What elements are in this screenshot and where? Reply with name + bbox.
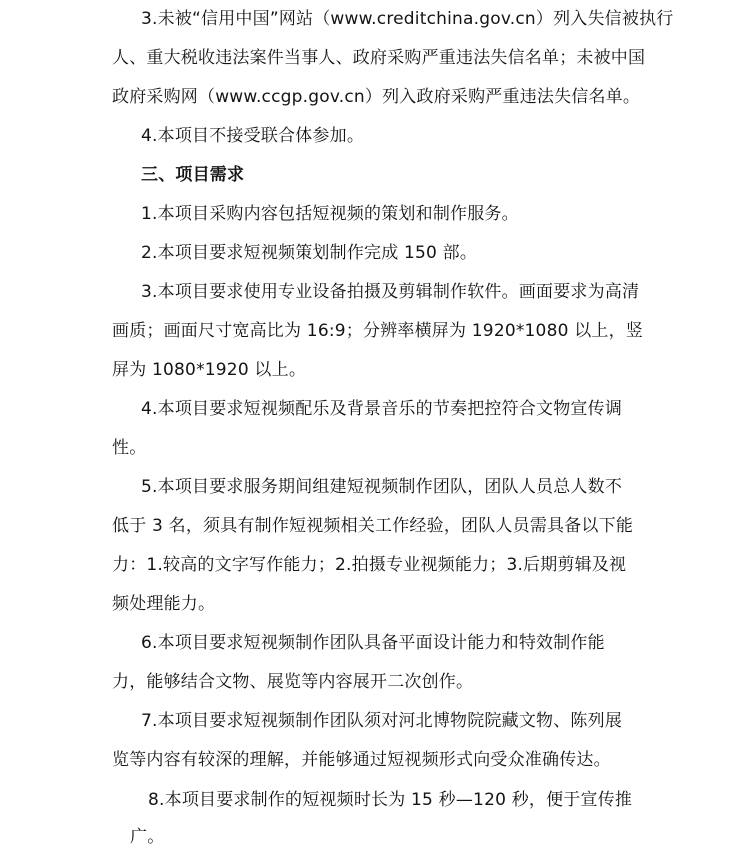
text-line: 7.本项目要求短视频制作团队须对河北博物院院藏文物、陈列展: [141, 711, 623, 731]
section-heading: 三、项目需求: [141, 165, 245, 185]
text-line: 4.本项目不接受联合体参加。: [141, 126, 365, 146]
text-line: 广。: [130, 827, 165, 847]
text-line: 画质；画面尺寸宽高比为 16:9；分辨率横屏为 1920*1080 以上，竖: [112, 321, 644, 341]
text-line: 屏为 1080*1920 以上。: [112, 360, 307, 380]
text-line: 8.本项目要求制作的短视频时长为 15 秒—120 秒，便于宣传推: [148, 790, 633, 810]
text-line: 3.未被“信用中国”网站（www.creditchina.gov.cn）列入失信被执行: [141, 9, 674, 29]
text-line: 5.本项目要求服务期间组建短视频制作团队，团队人员总人数不: [141, 477, 623, 497]
text-line: 4.本项目要求短视频配乐及背景音乐的节奏把控符合文物宣传调: [141, 399, 623, 419]
text-line: 人、重大税收违法案件当事人、政府采购严重违法失信名单；未被中国: [112, 48, 646, 68]
text-line: 频处理能力。: [112, 594, 216, 614]
text-line: 性。: [112, 438, 147, 458]
text-line: 力，能够结合文物、展览等内容展开二次创作。: [112, 672, 474, 692]
text-line: 览等内容有较深的理解，并能够通过短视频形式向受众准确传达。: [112, 750, 611, 770]
text-line: 低于 3 名，须具有制作短视频相关工作经验，团队人员需具备以下能: [112, 516, 634, 536]
text-line: 1.本项目采购内容包括短视频的策划和制作服务。: [141, 204, 519, 224]
text-line: 力：1.较高的文字写作能力；2.拍摄专业视频能力；3.后期剪辑及视: [112, 555, 627, 575]
text-line: 6.本项目要求短视频制作团队具备平面设计能力和特效制作能: [141, 633, 605, 653]
text-line: 2.本项目要求短视频策划制作完成 150 部。: [141, 243, 478, 263]
text-line: 政府采购网（www.ccgp.gov.cn）列入政府采购严重违法失信名单。: [112, 87, 641, 107]
text-line: 3.本项目要求使用专业设备拍摄及剪辑制作软件。画面要求为高清: [141, 282, 640, 302]
